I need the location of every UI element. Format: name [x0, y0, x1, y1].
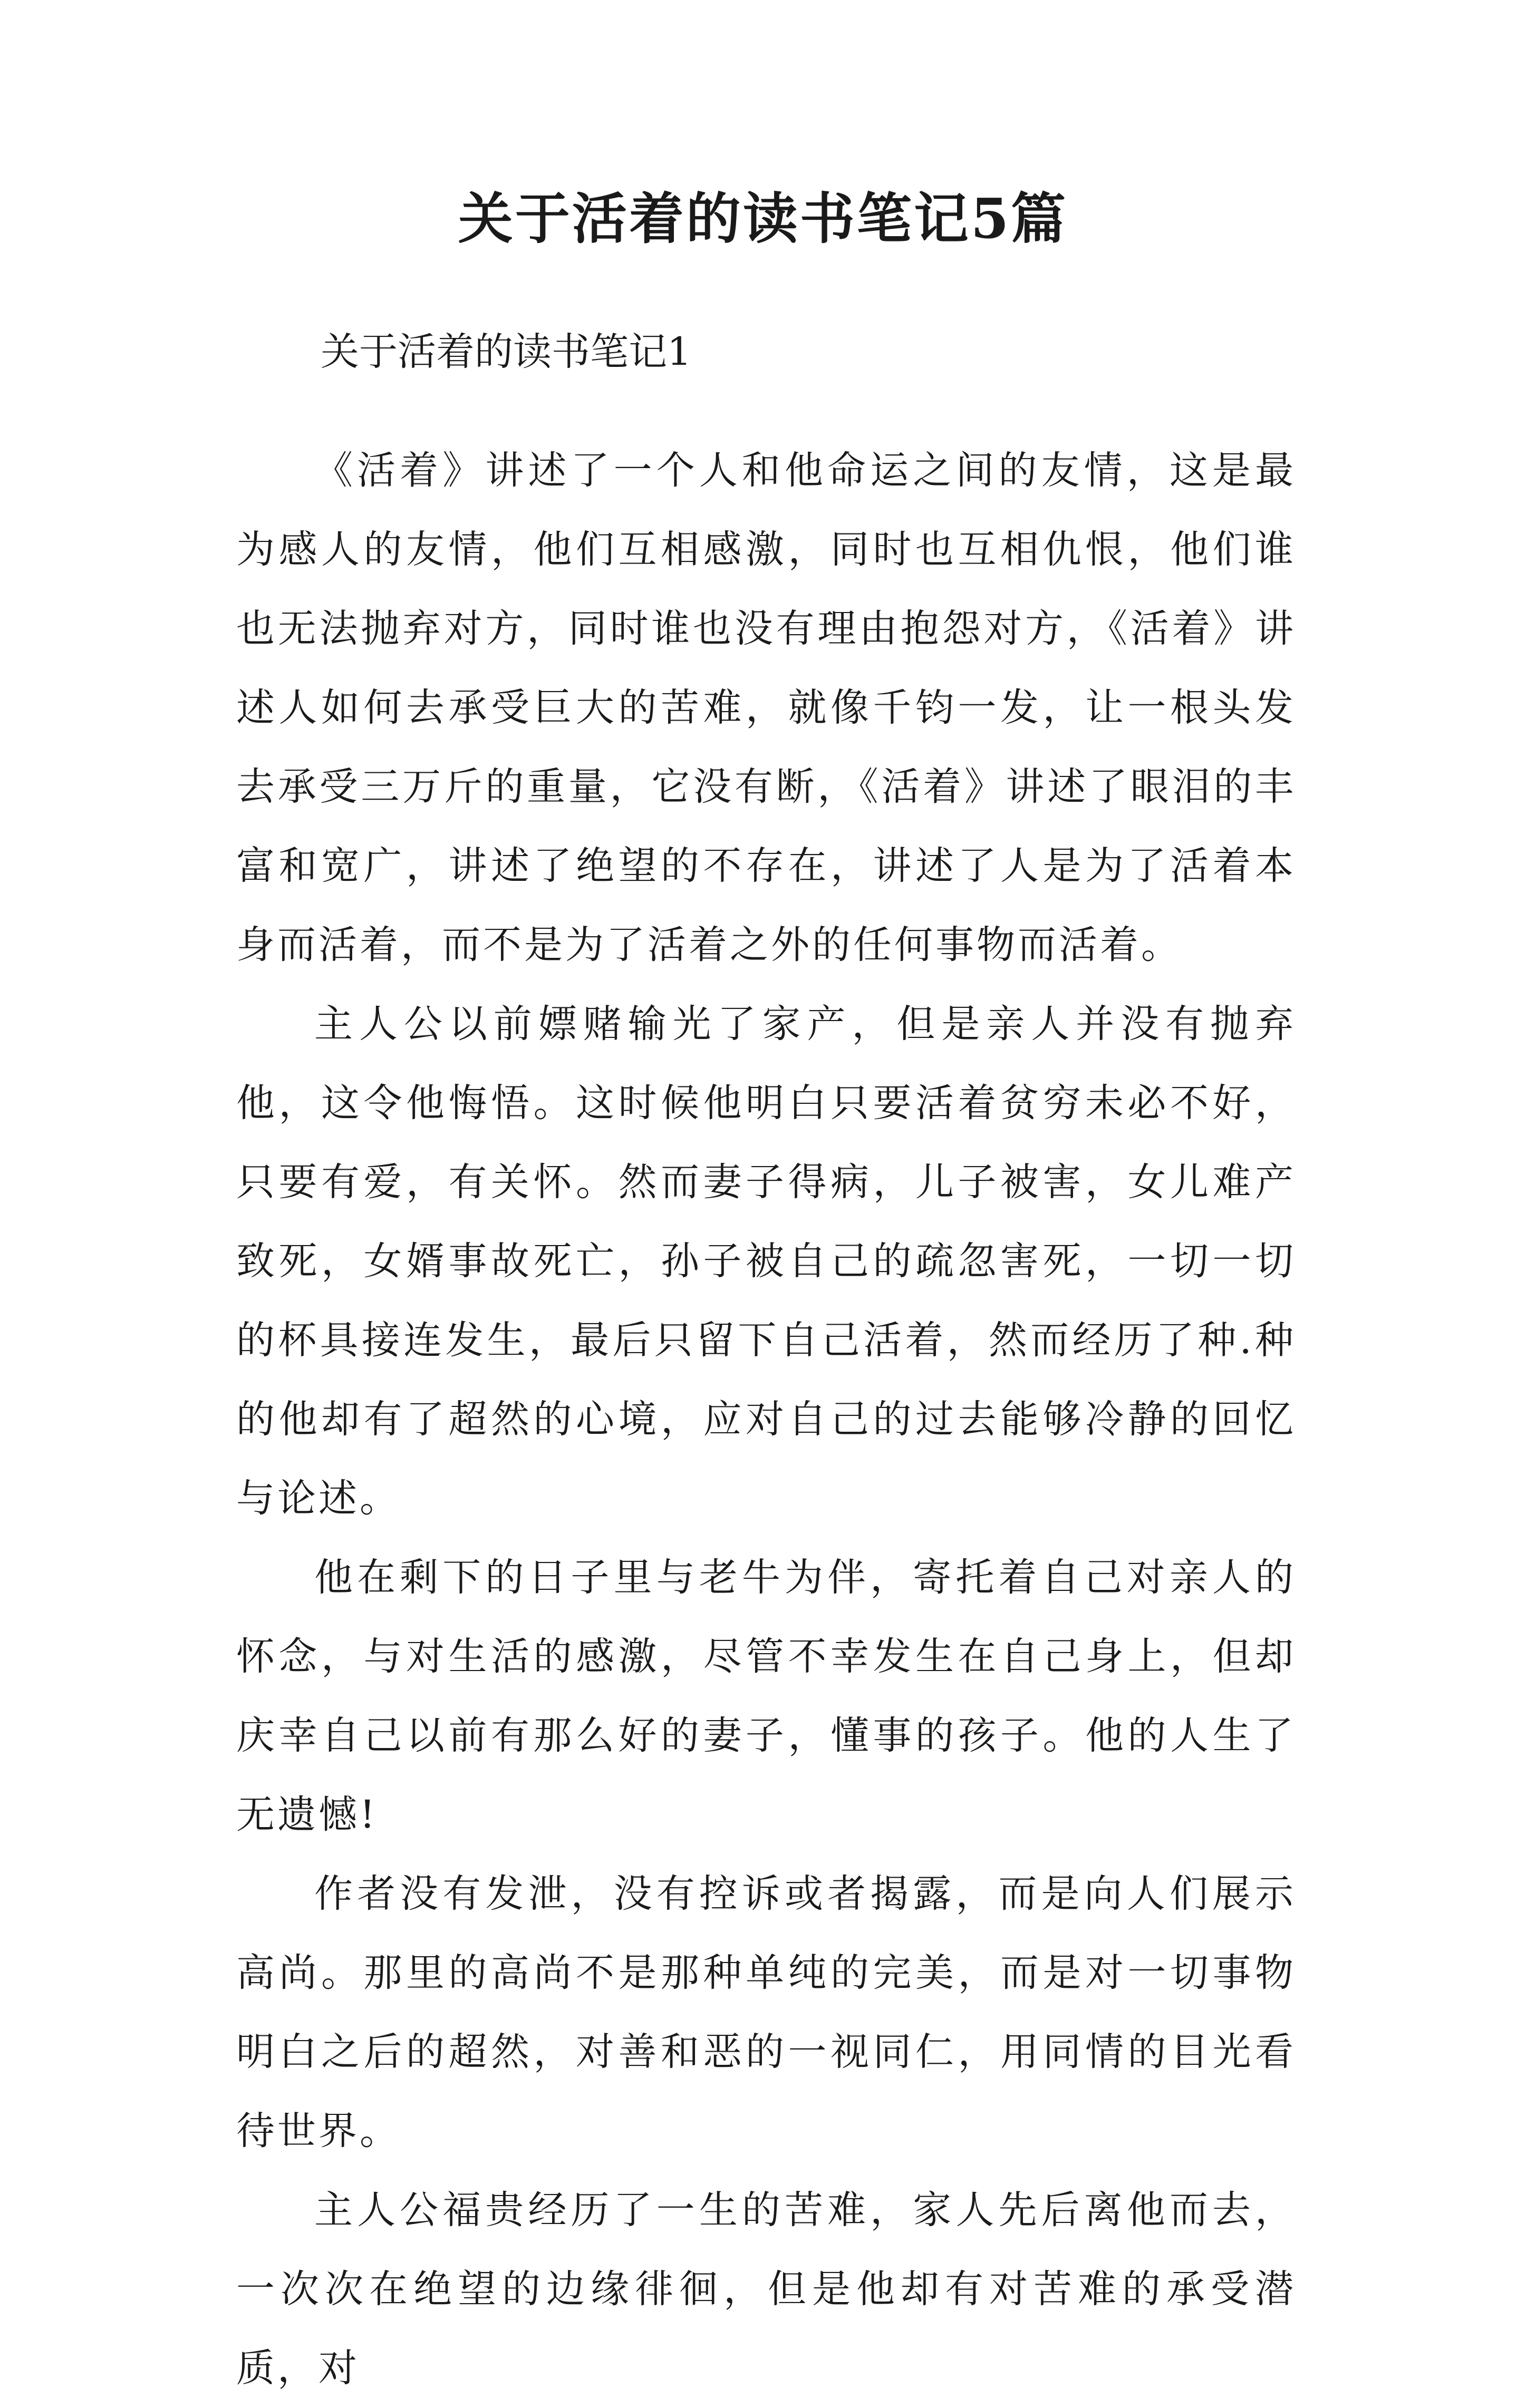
paragraph: 主人公福贵经历了一生的苦难，家人先后离他而去，一次次在绝望的边缘徘徊，但是他却有对苦难的承受潜质，对	[236, 2188, 1296, 2391]
body-text	[236, 431, 1296, 2408]
paragraph: 他在剩下的日子里与老牛为伴，寄托着自己对亲人的怀念，与对生活的感激，尽管不幸发生在自己身上，但却庆幸自己以前有那么好的妻子，懂事的孩子。他的人生了无遗憾!	[236, 1555, 1296, 1837]
section-heading: 关于活着的读书笔记1	[321, 329, 692, 374]
paragraph: 《活着》讲述了一个人和他命运之间的友情，这是最为感人的友情，他们互相感激，同时也互相仇恨，他们谁也无法抛弃对方，同时谁也没有理由抱怨对方，《活着》讲述人如何去承受巨大的苦难，就像千钧一发，让一根头发去承受三万斤的重量，它没有断，《活着》讲述了眼泪的丰富和宽广，讲述了绝望的不存在，讲述了人是为了活着本身而活着，而不是为了活着之外的任何事物而活着。	[236, 448, 1296, 967]
document-title: 关于活着的读书笔记5篇	[458, 186, 1068, 251]
paragraph: 作者没有发泄，没有控诉或者揭露，而是向人们展示高尚。那里的高尚不是那种单纯的完美，而是对一切事物明白之后的超然，对善和恶的一视同仁，用同情的目光看待世界。	[236, 1871, 1296, 2153]
paragraph: 主人公以前嫖赌输光了家产，但是亲人并没有抛弃他，这令他悔悟。这时候他明白只要活着贫穷未必不好，只要有爱，有关怀。然而妻子得病，儿子被害，女儿难产致死，女婿事故死亡，孙子被自己的疏忽害死，一切一切的杯具接连发生，最后只留下自己活着，然而经历了种.种的他却有了超然的心境，应对自己的过去能够冷静的回忆与论述。	[236, 1002, 1296, 1521]
